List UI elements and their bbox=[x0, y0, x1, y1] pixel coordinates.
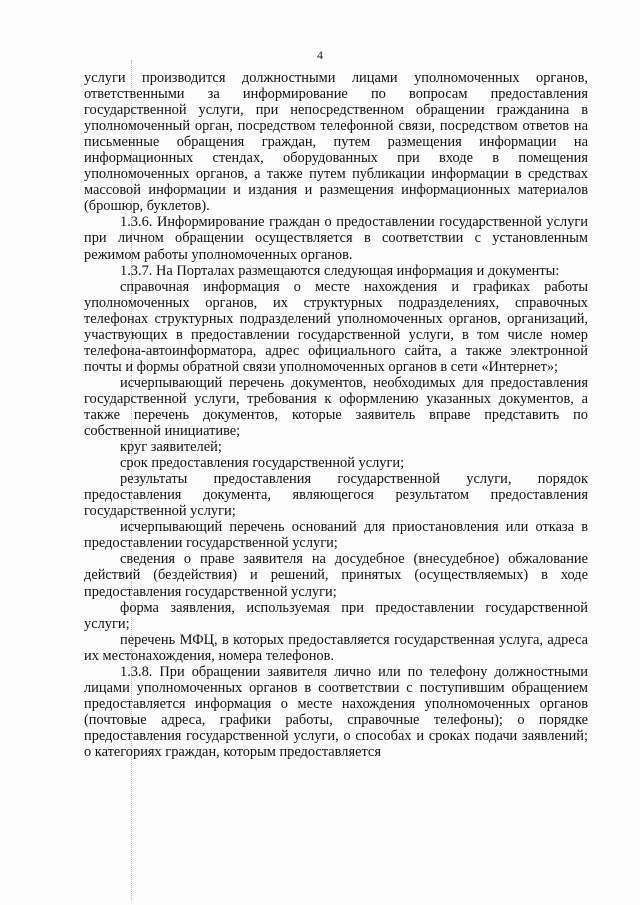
paragraph-1-3-6: 1.3.6. Информирование граждан о предоставлении государственной услуги при личном обращении осуществляется в соответствии с установленным режимом работы уполномоченных органов. bbox=[84, 214, 588, 263]
list-item-application-form: форма заявления, используемая при предоставлении государственной услуги; bbox=[84, 599, 588, 632]
list-item-results: результаты предоставления государственной услуги, порядок предоставления документа, являющегося результатом предоставления государственной услуги; bbox=[84, 471, 588, 520]
document-body bbox=[84, 70, 588, 760]
paragraph-1-3-8: 1.3.8. При обращении заявителя лично или по телефону должностными лицами уполномоченных органов в соответствии с поступившим обращением предоставляется информация о месте нахождения уполномоченных органов (почтовые адреса, графики работы, справочные телефоны); о порядке предоставления государственной услуги, о способах и сроках подачи заявлений; о категориях граждан, которым предоставляется bbox=[84, 663, 588, 760]
paragraph-1-3-7: 1.3.7. На Порталах размещаются следующая информация и документы: bbox=[120, 262, 560, 279]
list-item-documents: исчерпывающий перечень документов, необходимых для предоставления государственной услуги, требования к оформлению указанных документов, а также перечень документов, которые заявитель вправе представить по собственной инициативе; bbox=[84, 374, 588, 440]
list-item-appeal-rights: сведения о праве заявителя на досудебное (внесудебное) обжалование действий (бездействия) и решений, принятых (осуществляемых) в ходе предоставления государственной услуги; bbox=[84, 551, 588, 600]
list-item-refusal-grounds: исчерпывающий перечень оснований для приостановления или отказа в предоставлении государственной услуги; bbox=[84, 519, 588, 552]
list-item-applicants: круг заявителей; bbox=[120, 439, 222, 456]
list-item-reference-info: справочная информация о месте нахождения и графиках работы уполномоченных органов, их структурных подразделениях, справочных телефонах структурных подразделений уполномоченных органов, организаций, участвующих в предоставлении государственной услуги, в том числе номер телефона-автоинформатора, адрес официального сайта, а также электронной почты и формы обратной связи уполномоченных органов в сети «Интернет»; bbox=[84, 278, 588, 375]
list-item-mfc-list: перечень МФЦ, в которых предоставляется государственная услуга, адреса их местонахождения, номера телефонов. bbox=[84, 631, 588, 664]
paragraph-continuation: услуги производится должностными лицами уполномоченных органов, ответственными за информирование по вопросам предоставления государственной услуги, при непосредственном обращении гражданина в уполномоченный орган, посредством телефонной связи, посредством ответов на письменные обращения граждан, путем размещения информации на информационных стендах, оборудованных при входе в помещения уполномоченных органов, а также путем публикации информации в средствах массовой информации и издания и размещения информационных материалов (брошюр, буклетов). bbox=[84, 70, 588, 215]
list-item-term: срок предоставления государственной услуги; bbox=[120, 455, 405, 472]
page-number: 4 bbox=[317, 48, 323, 62]
